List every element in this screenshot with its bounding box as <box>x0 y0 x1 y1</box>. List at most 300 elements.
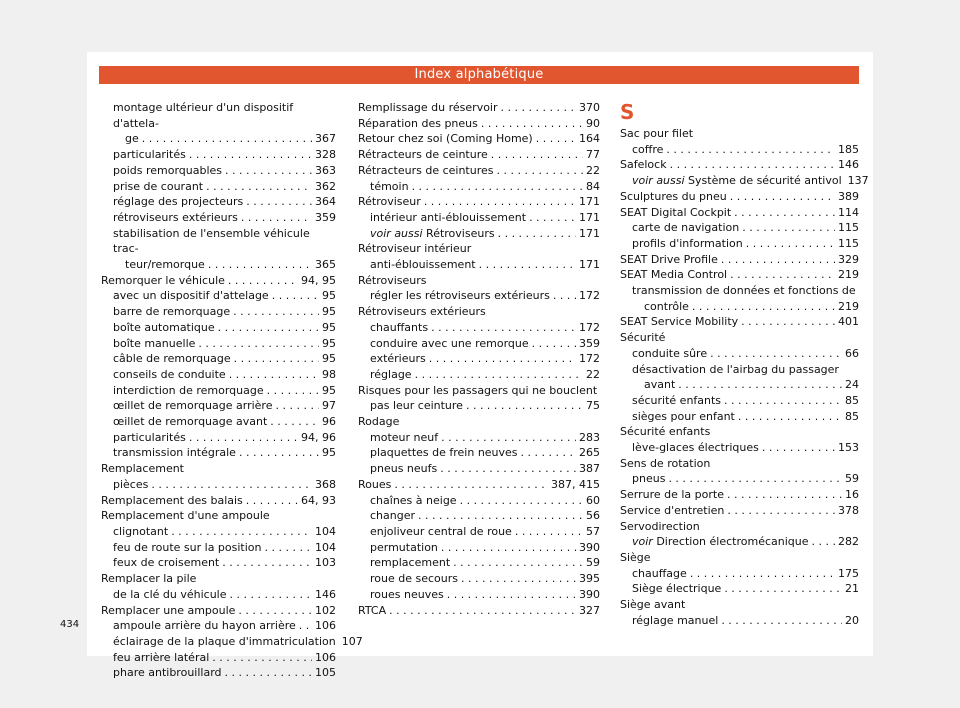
index-entry-text <box>370 288 550 304</box>
index-term: teur/remorque <box>125 258 205 272</box>
index-entry-line <box>358 179 600 195</box>
index-term: SEAT Drive Profile <box>620 252 718 266</box>
index-entry-text <box>620 205 731 221</box>
index-entry-text <box>113 555 219 571</box>
index-term: profils d'information <box>632 236 743 250</box>
index-entry-text <box>113 445 236 461</box>
page-reference: 387 <box>579 462 600 476</box>
index-entry-text <box>632 346 707 362</box>
index-entry <box>101 508 336 539</box>
index-term: RTCA <box>358 603 387 617</box>
index-term: contrôle <box>644 299 689 313</box>
index-entry <box>620 189 859 205</box>
index-term: ge <box>125 132 139 146</box>
index-entry-line <box>620 267 859 283</box>
index-entry-heading: montage ultérieur d'un dispositif d'attela- <box>113 101 294 130</box>
page-reference: 114 <box>838 205 859 219</box>
index-term: Direction électromécanique <box>656 535 809 549</box>
index-term: transmission intégrale <box>113 446 236 460</box>
index-term: phare antibrouillard <box>113 666 222 680</box>
index-term: réglage <box>370 367 412 381</box>
dot-leader <box>501 100 576 116</box>
index-term: pneus <box>632 472 666 486</box>
index-term: Safelock <box>620 158 667 172</box>
index-entry-heading: Siège avant <box>620 598 686 612</box>
index-term: permutation <box>370 540 438 554</box>
index-entry-text <box>370 587 444 603</box>
page-reference: 75 <box>586 399 600 413</box>
index-entry <box>101 571 336 602</box>
index-entry-line <box>101 665 336 681</box>
dot-leader <box>233 304 319 320</box>
index-entry <box>620 283 859 314</box>
index-entry <box>101 210 336 226</box>
page-reference: 137 <box>847 174 869 188</box>
index-entry-line <box>358 131 600 147</box>
index-entry <box>620 487 859 503</box>
index-entry-text <box>620 189 727 205</box>
index-term: interdiction de remorquage <box>113 383 264 397</box>
index-entry <box>101 320 336 336</box>
index-entry-line <box>358 163 600 179</box>
index-term: œillet de remorquage avant <box>113 415 268 429</box>
index-entry <box>358 241 600 272</box>
page-reference: 370 <box>579 101 600 114</box>
dot-leader <box>208 257 312 273</box>
index-entry-text <box>125 131 139 147</box>
index-entry-line <box>620 189 859 205</box>
page-reference: 359 <box>579 336 600 350</box>
index-term: feu de route sur la position <box>113 540 262 554</box>
index-entry-line <box>101 367 336 383</box>
index-entry-text <box>632 409 735 425</box>
page-reference: 106 <box>315 650 336 664</box>
dot-leader <box>678 377 842 393</box>
index-entry-text <box>113 351 231 367</box>
page-reference: 95 <box>322 383 336 397</box>
dot-leader <box>727 487 842 503</box>
index-entry-line <box>101 273 336 289</box>
index-entry-line <box>620 205 859 221</box>
index-entry-heading: désactivation de l'airbag du passager <box>632 362 839 376</box>
page-reference: 387, 415 <box>551 477 600 491</box>
index-entry-line <box>101 634 363 650</box>
index-entry-text <box>113 383 264 399</box>
page-reference: 59 <box>586 556 600 570</box>
index-term: de la clé du véhicule <box>113 587 227 601</box>
page-reference: 24 <box>845 378 859 392</box>
dot-leader <box>666 142 835 158</box>
index-entry-heading: Sécurité enfants <box>620 425 711 439</box>
index-term: feu arrière latéral <box>113 650 210 664</box>
dot-leader <box>212 650 312 666</box>
page-reference: 171 <box>579 226 600 240</box>
index-term: conduite sûre <box>632 346 708 360</box>
index-entry-line <box>358 116 600 132</box>
index-entry-text <box>370 351 426 367</box>
dot-leader <box>246 194 312 210</box>
page-reference: 95 <box>322 352 336 366</box>
index-term: conduire avec une remorque <box>370 336 529 350</box>
index-entry-text <box>358 100 498 116</box>
page-reference: 104 <box>315 540 336 554</box>
index-entry-heading: Sécurité <box>620 331 666 345</box>
index-entry <box>620 236 859 252</box>
index-entry-text <box>370 493 457 509</box>
index-term: éclairage de la plaque d'immatriculation <box>113 634 336 648</box>
index-entry <box>620 409 859 425</box>
index-term: extérieurs <box>370 352 426 366</box>
index-entry-line <box>358 367 600 383</box>
index-entry-text <box>113 634 336 650</box>
page-reference: 107 <box>341 634 363 648</box>
index-entry-line <box>620 566 859 582</box>
index-term: Serrure de la porte <box>620 488 724 502</box>
index-entry-line <box>358 398 600 414</box>
index-entry-line <box>620 157 859 173</box>
index-entry-line <box>358 210 600 226</box>
index-term: sièges pour enfant <box>632 409 735 423</box>
index-term: Service d'entretien <box>620 503 725 517</box>
page-reference: 282 <box>838 535 859 549</box>
index-entry-line <box>101 493 336 509</box>
page-reference: 185 <box>838 142 859 156</box>
index-entry-text <box>632 142 663 158</box>
page-reference: 363 <box>315 163 336 177</box>
index-entry-text <box>113 304 230 320</box>
dot-leader <box>440 461 576 477</box>
dot-leader <box>727 503 835 519</box>
index-entry <box>358 383 600 414</box>
index-entry-text <box>113 477 148 493</box>
page-reference: 219 <box>838 268 859 282</box>
dot-leader <box>466 398 583 414</box>
index-term: pièces <box>113 477 149 491</box>
index-entry-text <box>370 179 409 195</box>
index-entry-line <box>620 440 859 456</box>
index-term: anti-éblouissement <box>370 258 476 272</box>
dot-leader <box>218 320 319 336</box>
dot-leader <box>246 493 298 509</box>
page-reference: 327 <box>579 603 600 617</box>
dot-leader <box>394 477 548 493</box>
index-entry <box>358 367 600 383</box>
index-entry <box>620 503 859 519</box>
index-entry-line <box>101 304 336 320</box>
page-reference: 171 <box>579 258 600 272</box>
index-entry-text <box>370 367 412 383</box>
page-reference: 362 <box>315 179 336 193</box>
index-entry-line <box>101 210 336 226</box>
index-entry-line <box>101 445 336 461</box>
dot-leader <box>225 665 312 681</box>
index-entry-text <box>370 540 438 556</box>
index-entry-text <box>370 555 450 571</box>
index-term: avec un dispositif d'attelage <box>113 289 269 303</box>
index-entry <box>620 581 859 597</box>
index-entry <box>358 147 600 163</box>
page-reference: 95 <box>322 446 336 460</box>
page-reference: 95 <box>322 289 336 303</box>
index-entry <box>101 665 336 681</box>
index-term: SEAT Media Control <box>620 268 728 282</box>
dot-leader <box>724 393 842 409</box>
see-also-label: voir aussi <box>370 226 423 240</box>
dot-leader <box>238 603 312 619</box>
page-reference: 115 <box>838 236 859 250</box>
index-entry <box>358 304 600 335</box>
index-entry-text <box>113 587 227 603</box>
page-reference: 115 <box>838 221 859 235</box>
index-entry <box>101 618 336 634</box>
page-reference: 171 <box>579 195 600 209</box>
index-entry-text <box>632 471 665 487</box>
index-term: Rétroviseurs <box>426 226 495 240</box>
index-term: lève-glaces électriques <box>632 441 759 455</box>
index-entry <box>358 508 600 524</box>
index-entry-text <box>113 540 262 556</box>
index-entry-text <box>620 252 718 268</box>
index-entry-line <box>101 414 336 430</box>
page-reference: 22 <box>586 367 600 381</box>
index-entry <box>358 351 600 367</box>
page-reference: 390 <box>579 540 600 554</box>
dot-leader <box>265 540 313 556</box>
index-entry-line <box>101 398 336 414</box>
index-entry <box>358 116 600 132</box>
dot-leader <box>532 336 576 352</box>
index-entry-text <box>113 430 186 446</box>
index-entry-text <box>113 179 203 195</box>
index-entry <box>620 330 859 361</box>
index-entry-text <box>113 288 269 304</box>
index-entry-heading: transmission de données et fonctions de <box>632 284 856 298</box>
index-entry <box>101 147 336 163</box>
index-entry-text <box>632 440 759 456</box>
dot-leader <box>692 299 835 315</box>
index-term: câble de remorquage <box>113 352 231 366</box>
index-entry-text <box>370 571 458 587</box>
dot-leader <box>479 257 576 273</box>
index-entry-line <box>101 179 336 195</box>
index-entry-line <box>620 471 859 487</box>
page-reference: 60 <box>586 493 600 507</box>
index-entry-line <box>101 650 336 666</box>
index-term: plaquettes de frein neuves <box>370 446 518 460</box>
page-reference: 77 <box>586 148 600 162</box>
index-term: moteur neuf <box>370 430 439 444</box>
index-term: rétroviseurs extérieurs <box>113 210 238 224</box>
index-entry <box>620 362 859 393</box>
index-term: boîte manuelle <box>113 336 196 350</box>
index-term: Système de sécurité antivol <box>688 174 842 188</box>
index-term: poids remorquables <box>113 163 223 177</box>
index-entry <box>358 555 600 571</box>
index-entry <box>101 430 336 446</box>
index-entry-text <box>632 581 721 597</box>
index-term: Réparation des pneus <box>358 116 478 130</box>
index-entry-text <box>632 534 809 550</box>
page-reference: 146 <box>315 587 336 601</box>
index-term: Remplacer une ampoule <box>101 603 236 617</box>
index-entry-text <box>620 487 724 503</box>
index-entry-line <box>620 299 859 315</box>
index-entry-text <box>113 210 238 226</box>
index-entry <box>358 571 600 587</box>
index-term: chauffage <box>632 566 687 580</box>
index-term: pas leur ceinture <box>370 399 463 413</box>
index-entry-line <box>101 194 336 210</box>
index-term: Rétracteurs de ceintures <box>358 163 494 177</box>
page-reference: 98 <box>322 367 336 381</box>
index-list <box>620 126 869 629</box>
index-entry-text <box>113 650 209 666</box>
index-entry <box>101 226 336 273</box>
index-entry <box>101 351 336 367</box>
index-term: changer <box>370 509 416 523</box>
index-entry-text <box>358 163 494 179</box>
index-entry <box>101 555 336 571</box>
index-entry-line <box>620 236 859 252</box>
index-term: SEAT Digital Cockpit <box>620 205 732 219</box>
index-entry-line <box>358 226 600 242</box>
index-entry-text <box>644 377 675 393</box>
page-reference: 94, 96 <box>301 430 336 444</box>
index-entry-heading: Remplacer la pile <box>101 572 197 586</box>
dot-leader <box>447 587 576 603</box>
index-entry-line <box>101 320 336 336</box>
page-reference: 95 <box>322 305 336 319</box>
index-entry-text <box>101 273 225 289</box>
index-term: carte de navigation <box>632 221 740 235</box>
index-entry-line <box>358 147 600 163</box>
page-reference: 146 <box>838 158 859 172</box>
dot-leader <box>734 205 835 221</box>
index-entry-line <box>101 524 336 540</box>
dot-leader <box>460 493 583 509</box>
dot-leader <box>225 163 312 179</box>
index-entry <box>101 179 336 195</box>
dot-leader <box>234 351 319 367</box>
page-reference: 22 <box>586 163 600 177</box>
index-entry <box>358 540 600 556</box>
dot-leader <box>431 320 576 336</box>
index-entry <box>101 414 336 430</box>
index-entry <box>101 163 336 179</box>
index-entry-text <box>370 524 512 540</box>
page-reference: 265 <box>579 446 600 460</box>
page-reference: 164 <box>579 132 600 146</box>
page-reference: 364 <box>315 195 336 209</box>
index-entry <box>358 336 600 352</box>
index-entry <box>358 477 600 493</box>
index-entry-heading: Remplacement <box>101 462 184 476</box>
dot-leader <box>206 179 312 195</box>
index-entry-text <box>632 393 721 409</box>
index-entry-line <box>358 336 600 352</box>
page-reference: 368 <box>315 477 336 491</box>
index-term: coffre <box>632 142 664 156</box>
index-entry <box>358 461 600 477</box>
index-entry <box>101 304 336 320</box>
index-entry-text <box>370 508 415 524</box>
page-reference: 329 <box>838 252 859 266</box>
index-term: chaînes à neige <box>370 493 457 507</box>
index-entry-line <box>358 540 600 556</box>
index-entry-text <box>358 131 533 147</box>
dot-leader <box>151 477 312 493</box>
index-entry-text <box>113 163 222 179</box>
page-reference: 59 <box>845 472 859 486</box>
index-term: Sculptures du pneu <box>620 189 727 203</box>
dot-leader <box>228 273 298 289</box>
index-entry-line <box>358 477 600 493</box>
index-term: roues neuves <box>370 587 444 601</box>
index-entry <box>358 524 600 540</box>
page-reference: 66 <box>845 346 859 360</box>
index-entry-line <box>358 587 600 603</box>
page-reference: 97 <box>322 399 336 413</box>
see-also-label: voir aussi <box>632 174 685 188</box>
index-entry <box>358 179 600 195</box>
index-entry-line <box>101 540 336 556</box>
dot-leader <box>730 267 835 283</box>
dot-leader <box>762 440 835 456</box>
dot-leader <box>521 445 576 461</box>
index-term: remplacement <box>370 556 451 570</box>
dot-leader <box>424 194 576 210</box>
index-entry-text <box>632 236 743 252</box>
index-term: réglage manuel <box>632 613 719 627</box>
page-reference: 85 <box>845 393 859 407</box>
index-entry-line <box>101 288 336 304</box>
dot-leader <box>741 314 835 330</box>
index-entry <box>620 267 859 283</box>
index-term: ampoule arrière du hayon arrière <box>113 619 296 633</box>
page-reference: 328 <box>315 148 336 162</box>
page-reference: 390 <box>579 587 600 601</box>
dot-leader <box>670 157 835 173</box>
page-reference: 172 <box>579 320 600 334</box>
index-entry-heading: Sac pour filet <box>620 127 694 140</box>
index-entry <box>358 603 600 619</box>
dot-leader <box>171 524 312 540</box>
dot-leader <box>198 336 319 352</box>
index-term: barre de remorquage <box>113 305 231 319</box>
dot-leader <box>738 409 842 425</box>
index-entry-line <box>101 555 336 571</box>
dot-leader <box>491 147 583 163</box>
index-term: boîte automatique <box>113 320 215 334</box>
index-term: clignotant <box>113 524 169 538</box>
index-entry-line <box>101 336 336 352</box>
index-entry-line <box>358 445 600 461</box>
dot-leader <box>270 414 319 430</box>
index-entry-text <box>113 618 296 634</box>
index-column-3 <box>620 100 869 629</box>
index-term: Roues <box>358 477 392 491</box>
index-entry-text <box>125 257 205 273</box>
index-entry-line <box>101 257 336 273</box>
index-entry <box>101 288 336 304</box>
index-entry-heading: Rétroviseurs extérieurs <box>358 305 486 319</box>
dot-leader <box>746 236 835 252</box>
index-entry-line <box>358 508 600 524</box>
index-entry <box>101 194 336 210</box>
index-entry <box>620 393 859 409</box>
index-term: œillet de remorquage arrière <box>113 399 273 413</box>
page-reference: 172 <box>579 289 600 303</box>
